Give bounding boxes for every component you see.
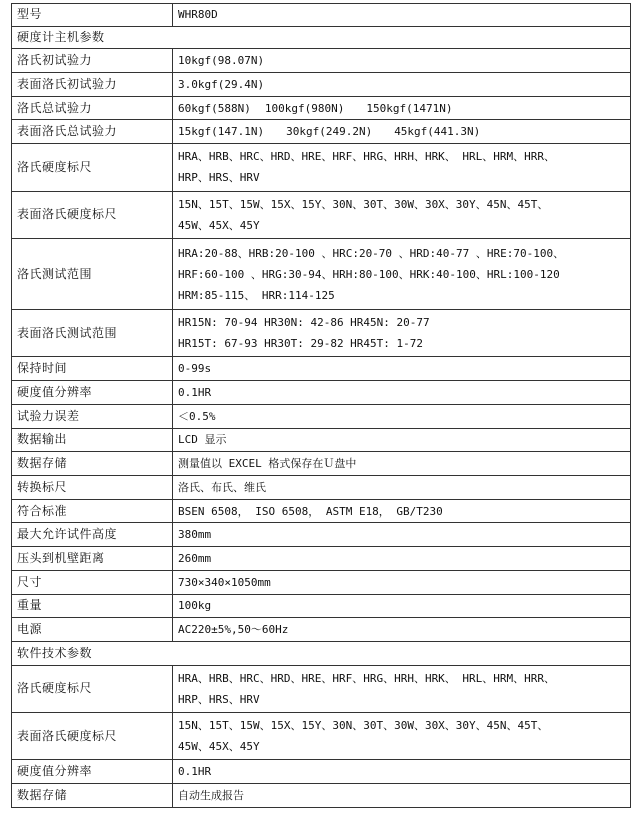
row-label: 符合标准 <box>12 499 173 523</box>
row-label: 数据存储 <box>12 452 173 476</box>
row-label: 表面洛氏总试验力 <box>12 120 173 144</box>
row-label: 表面洛氏硬度标尺 <box>12 713 173 760</box>
value-part: 15kgf(147.1N) <box>178 125 265 139</box>
row-label: 洛氏硬度标尺 <box>12 665 173 712</box>
row-label: 洛氏硬度标尺 <box>12 144 173 191</box>
value-part: 150kgf(1471N) <box>366 101 453 115</box>
row-label: 硬度值分辨率 <box>12 760 173 784</box>
table-row <box>12 357 631 381</box>
value-line: HRA:20-88、HRB:20-100 、HRC:20-70 、HRD:40-77 、HRE:70-100、 <box>178 246 565 260</box>
value-line: 15N、15T、15W、15X、15Y、30N、30T、30W、30X、30Y、45N、45T、 <box>178 719 549 733</box>
row-value: 0-99s <box>173 357 631 381</box>
row-value <box>173 144 631 191</box>
value-line: HR15N: 70-94 HR30N: 42-86 HR45N: 20-77 <box>178 316 430 330</box>
table-row <box>12 144 631 191</box>
value-line: HRA、HRB、HRC、HRD、HRE、HRF、HRG、HRH、HRK、 HRL、HRM、HRR、 <box>178 671 556 685</box>
value-line: HRA、HRB、HRC、HRD、HRE、HRF、HRG、HRH、HRK、 HRL、HRM、HRR、 <box>178 150 556 164</box>
row-value: 0.1HR <box>173 381 631 405</box>
row-label: 尺寸 <box>12 570 173 594</box>
value-part: 60kgf(588N) <box>178 101 251 115</box>
value-line: HRP、HRS、HRV <box>178 692 260 706</box>
table-row <box>12 238 631 309</box>
row-value <box>173 665 631 712</box>
row-label: 硬度值分辨率 <box>12 381 173 405</box>
value-part: 100kgf(980N) <box>264 101 345 115</box>
table-row <box>12 784 631 808</box>
section-title-software: 软件技术参数 <box>12 641 631 665</box>
table-row <box>12 4 631 27</box>
row-label: 电源 <box>12 618 173 642</box>
row-value: 自动生成报告 <box>173 784 631 808</box>
row-value: 730×340×1050mm <box>173 570 631 594</box>
row-value: 测量值以 EXCEL 格式保存在Ｕ盘中 <box>173 452 631 476</box>
row-value: ＜0.5% <box>173 404 631 428</box>
table-row <box>12 594 631 618</box>
table-row <box>12 73 631 97</box>
section-row <box>12 641 631 665</box>
table-row <box>12 381 631 405</box>
row-value: 洛氏、布氏、维氏 <box>173 476 631 500</box>
table-row <box>12 452 631 476</box>
table-row <box>12 665 631 712</box>
table-row <box>12 713 631 760</box>
table-row <box>12 96 631 120</box>
value-line: HRM:85-115、 HRR:114-125 <box>178 288 335 302</box>
value-line: 45W、45X、45Y <box>178 740 260 754</box>
row-label: 洛氏总试验力 <box>12 96 173 120</box>
row-value-model: WHR80D <box>173 4 631 27</box>
row-value <box>173 310 631 357</box>
table-row <box>12 476 631 500</box>
value-line: HRF:60-100 、HRG:30-94、HRH:80-100、HRK:40-100、HRL:100-120 <box>178 267 560 281</box>
row-label: 压头到机壁距离 <box>12 547 173 571</box>
row-value: 260mm <box>173 547 631 571</box>
value-part: 30kgf(249.2N) <box>286 125 373 139</box>
table-row <box>12 49 631 73</box>
value-line: 15N、15T、15W、15X、15Y、30N、30T、30W、30X、30Y、45N、45T、 <box>178 197 549 211</box>
row-value: 0.1HR <box>173 760 631 784</box>
row-label: 表面洛氏硬度标尺 <box>12 191 173 238</box>
row-label: 洛氏测试范围 <box>12 238 173 309</box>
row-label: 表面洛氏初试验力 <box>12 73 173 97</box>
row-value: 100kg <box>173 594 631 618</box>
row-value <box>173 96 631 120</box>
row-label: 转换标尺 <box>12 476 173 500</box>
spec-table <box>11 3 631 808</box>
row-value <box>173 713 631 760</box>
table-row <box>12 191 631 238</box>
row-value <box>173 191 631 238</box>
section-title-host: 硬度计主机参数 <box>12 26 631 49</box>
row-label: 表面洛氏测试范围 <box>12 310 173 357</box>
row-value: AC220±5%,50～60Hz <box>173 618 631 642</box>
value-part: 45kgf(441.3N) <box>394 125 481 139</box>
row-value: 3.0kgf(29.4N) <box>173 73 631 97</box>
table-row <box>12 523 631 547</box>
table-row <box>12 120 631 144</box>
value-line: HRP、HRS、HRV <box>178 171 260 185</box>
row-value <box>173 238 631 309</box>
row-label: 试验力误差 <box>12 404 173 428</box>
table-row <box>12 760 631 784</box>
table-row <box>12 547 631 571</box>
table-row <box>12 404 631 428</box>
value-line: HR15T: 67-93 HR30T: 29-82 HR45T: 1-72 <box>178 337 424 351</box>
row-value: 10kgf(98.07N) <box>173 49 631 73</box>
value-line: 45W、45X、45Y <box>178 218 260 232</box>
row-label: 数据存储 <box>12 784 173 808</box>
table-row <box>12 428 631 452</box>
row-label-model: 型号 <box>12 4 173 27</box>
row-value <box>173 120 631 144</box>
row-value: LCD 显示 <box>173 428 631 452</box>
table-row <box>12 618 631 642</box>
table-row <box>12 570 631 594</box>
table-row <box>12 499 631 523</box>
row-label: 重量 <box>12 594 173 618</box>
row-label: 数据输出 <box>12 428 173 452</box>
row-label: 最大允许试件高度 <box>12 523 173 547</box>
row-label: 洛氏初试验力 <box>12 49 173 73</box>
row-label: 保持时间 <box>12 357 173 381</box>
table-row <box>12 310 631 357</box>
section-row <box>12 26 631 49</box>
row-value: BSEN 6508， ISO 6508， ASTM E18， GB/T230 <box>173 499 631 523</box>
row-value: 380mm <box>173 523 631 547</box>
